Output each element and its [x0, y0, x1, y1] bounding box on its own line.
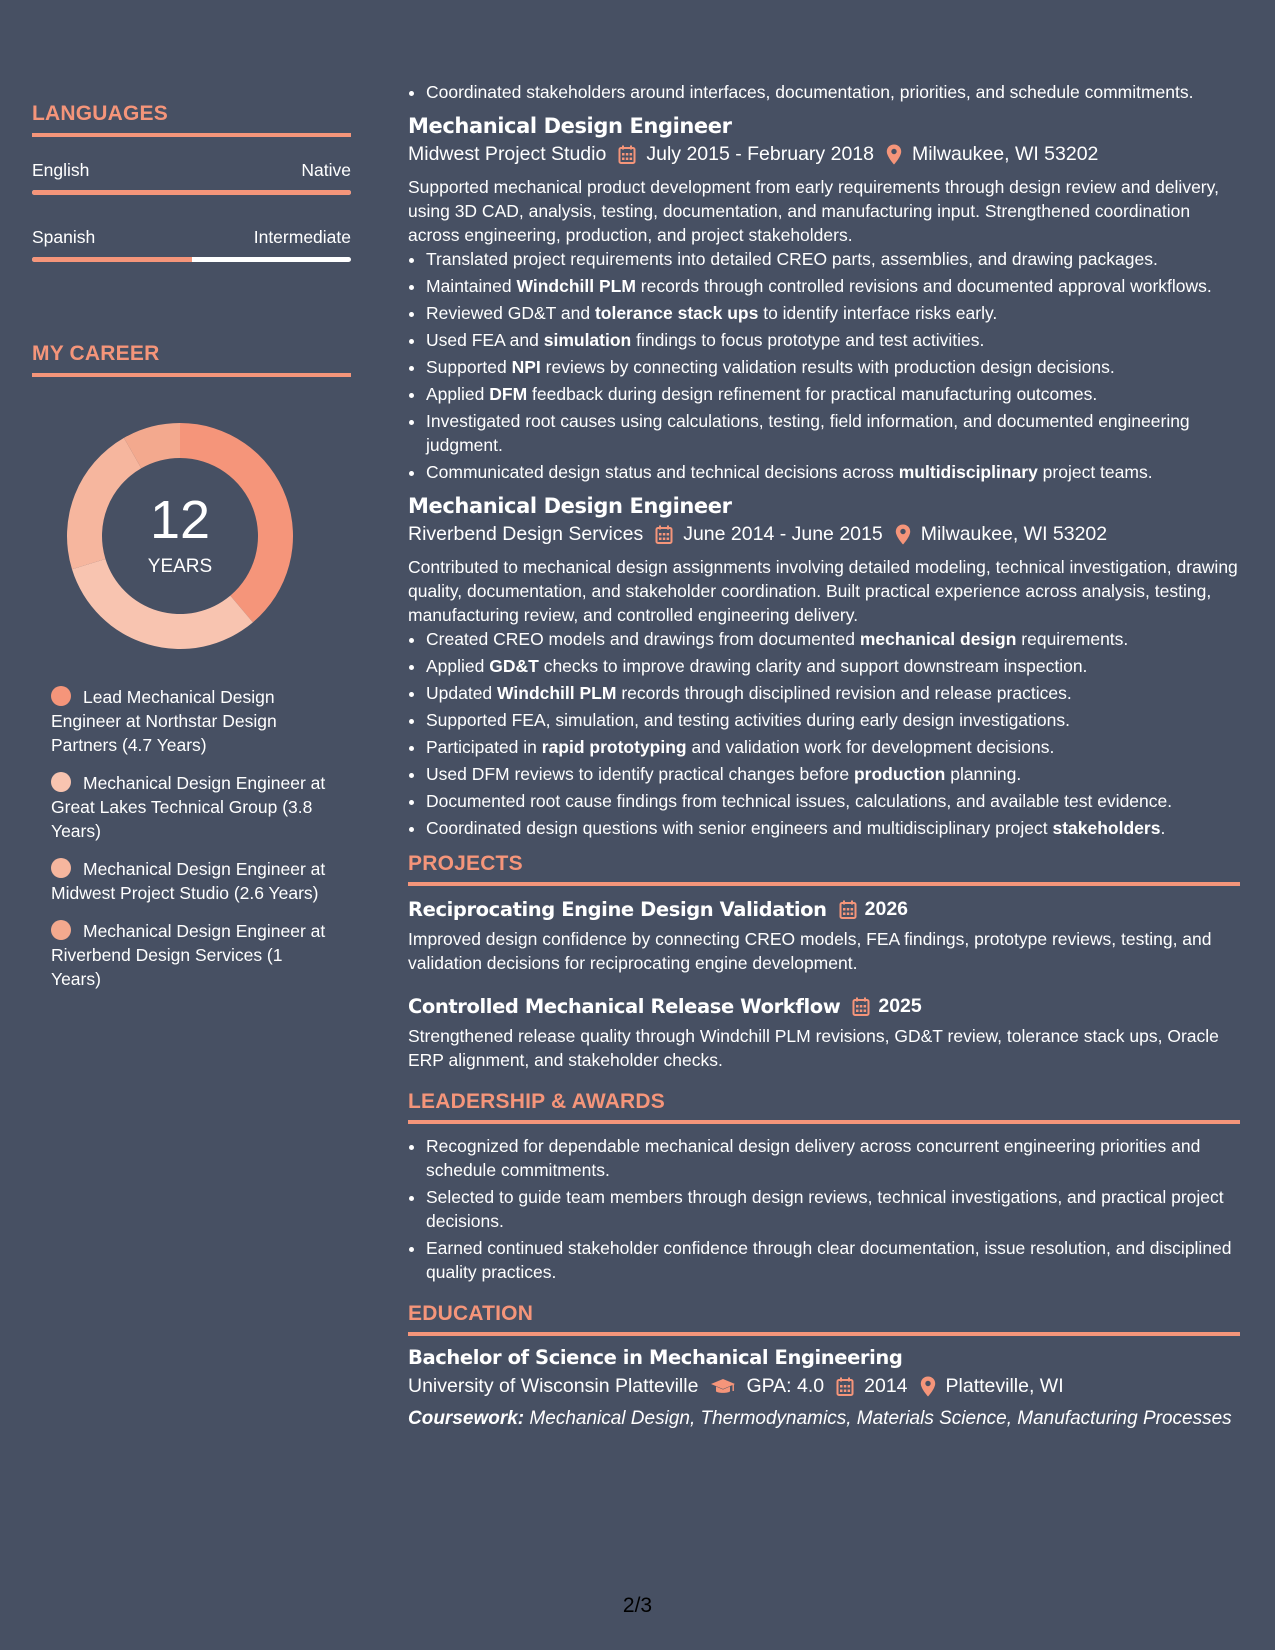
project-name: Reciprocating Engine Design Validation [408, 898, 827, 921]
job-bullets [408, 247, 1240, 484]
school-name: University of Wisconsin Platteville [408, 1375, 699, 1397]
left-column [32, 102, 351, 1005]
job-location: Milwaukee, WI 53202 [920, 523, 1108, 545]
bullet-item: • Recognized for dependable mechanical design delivery across concurrent engineering priorities and schedule commitments. [426, 1134, 1240, 1182]
job-meta [408, 523, 1240, 546]
bullet-item: • Earned continued stakeholder confidence through clear documentation, issue resolution, and disciplined quality practices. [426, 1236, 1240, 1284]
job-bullets [408, 627, 1240, 840]
coursework-list: Mechanical Design, Thermodynamics, Materials Science, Manufacturing Processes [529, 1408, 1232, 1429]
legend-dot [51, 686, 71, 706]
bullet-item: • Selected to guide team members through design reviews, technical investigations, and practical project decisions. [426, 1185, 1240, 1233]
legend-dot [51, 772, 71, 792]
project-description: Strengthened release quality through Windchill PLM revisions, GD&T review, tolerance stack ups, Oracle ERP alignment, and stakeholder checks. [408, 1026, 1219, 1070]
job-company: Midwest Project Studio [408, 143, 607, 165]
page-number: 2/3 [622, 1594, 653, 1617]
language-proficiency-bar [32, 190, 351, 195]
carryover-bullets [408, 80, 1240, 104]
job-dates: July 2015 - February 2018 [646, 143, 874, 165]
calendar-icon [852, 997, 870, 1017]
bullet-item: • Applied DFM feedback during design refinement for practical manufacturing outcomes. [426, 382, 1240, 406]
location-pin-icon [920, 1376, 936, 1397]
job-summary: Supported mechanical product development from early requirements through design review and delivery, using 3D CAD, analysis, testing, documentation, and manufacturing input. Strengthened coordination across engineering, production, and project stakeholders. [408, 177, 1219, 245]
job-meta [408, 143, 1240, 166]
bullet-item: • Coordinated stakeholders around interfaces, documentation, priorities, and schedule commitments. [426, 80, 1240, 104]
job-title: Mechanical Design Engineer [408, 114, 732, 138]
project-year: 2026 [864, 898, 909, 920]
education-heading: EDUCATION [408, 1302, 1240, 1336]
education-location: Platteville, WI [945, 1375, 1064, 1397]
language-level: Native [301, 160, 351, 180]
bullet-item: • Maintained Windchill PLM records through controlled revisions and documented approval workflows. [426, 274, 1240, 298]
calendar-icon [655, 525, 673, 545]
job-location: Milwaukee, WI 53202 [911, 143, 1099, 165]
bullet-item: • Reviewed GD&T and tolerance stack ups to identify interface risks early. [426, 301, 1240, 325]
bullet-item: • Created CREO models and drawings from documented mechanical design requirements. [426, 627, 1240, 651]
education-meta [408, 1375, 1240, 1398]
graduation-year: 2014 [864, 1375, 908, 1397]
career-total-unit: YEARS [147, 556, 213, 577]
coursework-label: Coursework: [408, 1408, 525, 1429]
degree-title: Bachelor of Science in Mechanical Engineering [408, 1346, 903, 1369]
career-heading: MY CAREER [32, 342, 351, 377]
location-pin-icon [895, 524, 911, 545]
bullet-item: • Supported NPI reviews by connecting validation results with production design decisions. [426, 355, 1240, 379]
languages-heading: LANGUAGES [32, 102, 351, 137]
project-description: Improved design confidence by connecting CREO models, FEA findings, prototype reviews, testing, and validation decisions for reciprocating engine development. [408, 929, 1212, 973]
career-legend-label: Lead Mechanical Design Engineer at Northstar Design Partners (4.7 Years) [51, 687, 277, 755]
bullet-item: • Documented root cause findings from technical issues, calculations, and available test evidence. [426, 789, 1240, 813]
bullet-item: • Communicated design status and technical decisions across multidisciplinary project teams. [426, 460, 1240, 484]
job-title: Mechanical Design Engineer [408, 494, 732, 518]
language-proficiency-fill [32, 257, 192, 262]
project-entry [408, 898, 1240, 975]
legend-dot [51, 858, 71, 878]
bullet-item: • Updated Windchill PLM records through disciplined revision and release practices. [426, 681, 1240, 705]
career-legend-label: Mechanical Design Engineer at Great Lakes Technical Group (3.8 Years) [51, 773, 326, 841]
bullet-item: • Supported FEA, simulation, and testing activities during early design investigations. [426, 708, 1240, 732]
legend-dot [51, 920, 71, 940]
language-proficiency-bar [32, 257, 351, 262]
bullet-item: • Investigated root causes using calculations, testing, field information, and documented engineering judgment. [426, 409, 1240, 457]
location-pin-icon [886, 144, 902, 165]
bullet-item: • Used FEA and simulation findings to focus prototype and test activities. [426, 328, 1240, 352]
career-legend-item [51, 685, 331, 757]
job-summary: Contributed to mechanical design assignments involving detailed modeling, technical investigation, drawing quality, documentation, and stakeholder coordination. Built practical experience across analysis, testing, manufacturing review, and controlled engineering delivery. [408, 557, 1238, 625]
language-name: English [32, 160, 90, 180]
job-company: Riverbend Design Services [408, 523, 644, 545]
bullet-item: • Coordinated design questions with senior engineers and multidisciplinary project stakeholders. [426, 816, 1240, 840]
calendar-icon [839, 900, 857, 920]
bullet-item: • Applied GD&T checks to improve drawing clarity and support downstream inspection. [426, 654, 1240, 678]
coursework [408, 1407, 1240, 1431]
project-year: 2025 [878, 995, 922, 1017]
project-entry [408, 995, 1240, 1072]
career-legend [51, 685, 331, 991]
career-legend-item [51, 771, 331, 843]
career-legend-label: Mechanical Design Engineer at Riverbend Design Services (1 Years) [51, 921, 326, 989]
graduation-cap-icon [710, 1378, 736, 1396]
leadership-heading: LEADERSHIP & AWARDS [408, 1090, 1240, 1124]
right-column [408, 80, 1240, 1431]
calendar-icon [618, 145, 636, 165]
leadership-bullets [408, 1134, 1240, 1284]
bullet-item: • Translated project requirements into detailed CREO parts, assemblies, and drawing packages. [426, 247, 1240, 271]
language-name: Spanish [32, 227, 96, 247]
gpa: GPA: 4.0 [746, 1375, 825, 1397]
career-legend-label: Mechanical Design Engineer at Midwest Project Studio (2.6 Years) [51, 859, 326, 903]
career-total-number: 12 [149, 490, 211, 550]
language-proficiency-fill [32, 190, 351, 195]
calendar-icon [836, 1377, 854, 1397]
language-item [32, 160, 351, 195]
job-dates: June 2014 - June 2015 [683, 523, 883, 545]
career-legend-item [51, 857, 331, 905]
bullet-item: • Participated in rapid prototyping and validation work for development decisions. [426, 735, 1240, 759]
project-name: Controlled Mechanical Release Workflow [408, 995, 841, 1018]
job-entry [408, 494, 1240, 840]
language-item [32, 227, 351, 262]
projects-heading: PROJECTS [408, 852, 1240, 886]
bullet-item: • Used DFM reviews to identify practical changes before production planning. [426, 762, 1240, 786]
career-donut-chart [67, 423, 293, 649]
job-entry [408, 114, 1240, 484]
language-level: Intermediate [253, 227, 351, 247]
career-legend-item [51, 919, 331, 991]
